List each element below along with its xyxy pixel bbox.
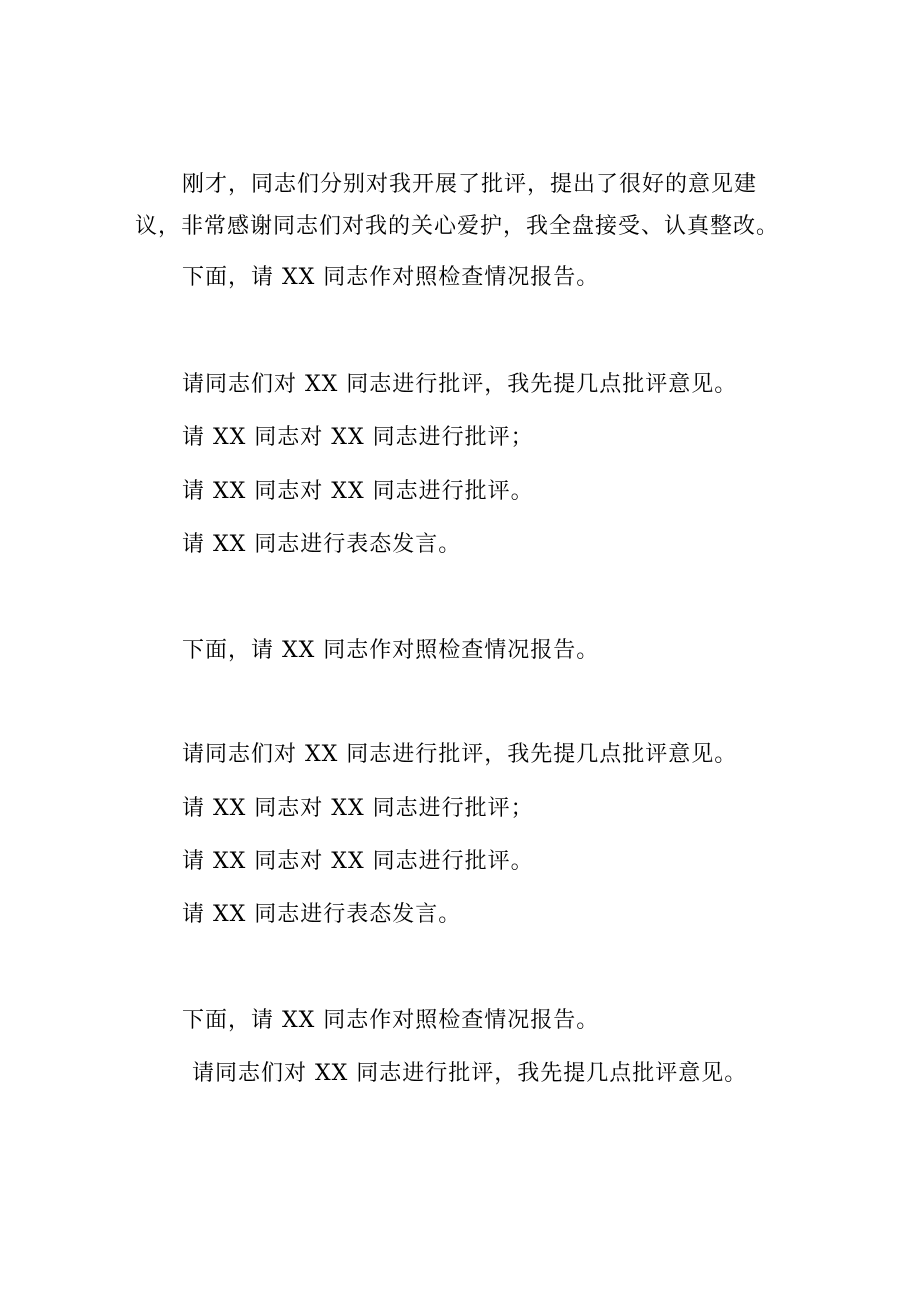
- critique-line: 请 XX 同志对 XX 同志进行批评；: [182, 796, 534, 821]
- critique-line: 请 XX 同志对 XX 同志进行批评。: [182, 479, 534, 504]
- report-call-line: 下面，请 XX 同志作对照检查情况报告。: [182, 1008, 600, 1033]
- critique-intro-line: 请同志们对 XX 同志进行批评，我先提几点批评意见。: [192, 1061, 748, 1086]
- paragraph-line: 议，非常感谢同志们对我的关心爱护，我全盘接受、认真整改。: [135, 214, 780, 239]
- statement-line: 请 XX 同志进行表态发言。: [182, 532, 462, 557]
- critique-line: 请 XX 同志对 XX 同志进行批评。: [182, 849, 534, 874]
- report-call-line: 下面，请 XX 同志作对照检查情况报告。: [182, 638, 600, 663]
- report-call-line: 下面，请 XX 同志作对照检查情况报告。: [182, 265, 600, 290]
- critique-intro-line: 请同志们对 XX 同志进行批评，我先提几点批评意见。: [182, 742, 738, 767]
- critique-line: 请 XX 同志对 XX 同志进行批评；: [182, 425, 534, 450]
- statement-line: 请 XX 同志进行表态发言。: [182, 902, 462, 927]
- critique-intro-line: 请同志们对 XX 同志进行批评，我先提几点批评意见。: [182, 372, 738, 397]
- paragraph-line: 刚才，同志们分别对我开展了批评，提出了很好的意见建: [182, 172, 758, 197]
